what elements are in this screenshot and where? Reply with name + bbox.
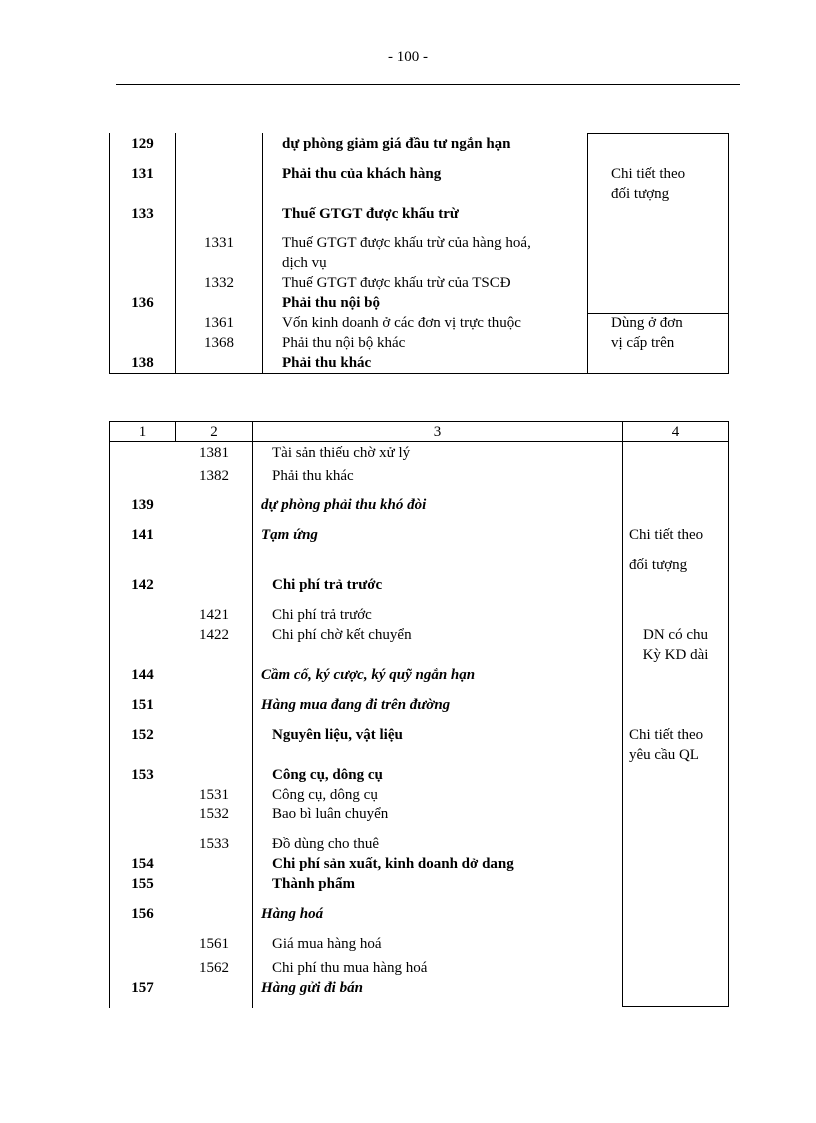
table-1-subaccount-code: 1332 xyxy=(204,275,234,291)
table-2-account-code: 141 xyxy=(131,527,154,543)
table-2-account-name: Tạm ứng xyxy=(261,527,318,543)
table-2-subaccount-code: 1532 xyxy=(199,806,229,822)
table-1-col-divider-2 xyxy=(262,133,263,374)
table-2-col-divider-3 xyxy=(622,421,623,1007)
table-2-account-name: Chi phí thu mua hàng hoá xyxy=(272,960,428,976)
table-1-account-name: Phải thu nội bộ xyxy=(282,295,380,311)
table-1-right-border xyxy=(728,133,729,374)
table-1-subaccount-code: 1361 xyxy=(204,315,234,331)
table-2-note: yêu cầu QL xyxy=(629,747,699,763)
table-1-account-name: Phải thu của khách hàng xyxy=(282,166,442,182)
table-2-subaccount-code: 1381 xyxy=(199,445,229,461)
table-2-note: Kỳ KD dài xyxy=(642,647,709,663)
table-2-account-code: 142 xyxy=(131,577,154,593)
table-2-right-border xyxy=(728,421,729,1007)
table-1-account-name: dự phòng giảm giá đầu tư ngắn hạn xyxy=(282,136,511,152)
table-2-account-name: Chi phí chờ kết chuyển xyxy=(272,627,412,643)
table-2-account-name: Nguyên liệu, vật liệu xyxy=(272,727,403,743)
table-2-subaccount-code: 1421 xyxy=(199,607,229,623)
table-2-header-col-2: 2 xyxy=(210,424,218,440)
table-2-subaccount-code: 1562 xyxy=(199,960,229,976)
table-2-account-name: Chi phí trả trước xyxy=(272,577,383,593)
table-1-account-code: 133 xyxy=(131,206,154,222)
table-2-note-bottom-border xyxy=(622,1006,729,1007)
table-2-account-code: 157 xyxy=(131,980,154,996)
table-1-subaccount-code: 1331 xyxy=(204,235,234,251)
table-1-account-code: 138 xyxy=(131,355,154,371)
table-1-account-name: Thuế GTGT được khấu trừ của TSCĐ xyxy=(282,275,511,291)
table-2-account-name: Bao bì luân chuyển xyxy=(272,806,389,822)
table-2-account-name: Công cụ, dông cụ xyxy=(272,787,378,803)
table-2-subaccount-code: 1531 xyxy=(199,787,229,803)
table-1-account-name: Thuế GTGT được khấu trừ của hàng hoá, xyxy=(282,235,531,251)
table-2-account-name: Chi phí sản xuất, kinh doanh dở dang xyxy=(272,856,514,872)
table-2-account-name: Chi phí trả trước xyxy=(272,607,372,623)
table-1-note: Chi tiết theo xyxy=(611,166,686,182)
table-2-header-col-4: 4 xyxy=(671,424,680,440)
table-2-subaccount-code: 1382 xyxy=(199,468,229,484)
table-1-account-code: 131 xyxy=(131,166,154,182)
table-1-col-divider-3 xyxy=(587,133,588,374)
table-2-header-col-1: 1 xyxy=(138,424,147,440)
table-2-header-border xyxy=(109,441,729,442)
page-number: - 100 - xyxy=(388,49,428,65)
table-2-top-border xyxy=(109,421,729,422)
table-2-account-name: Hàng hoá xyxy=(261,906,324,922)
table-2-note: Chi tiết theo xyxy=(629,727,704,743)
table-1-account-code: 136 xyxy=(131,295,154,311)
table-2-account-name: Hàng mua đang đi trên đường xyxy=(261,697,451,713)
table-1-account-code: 129 xyxy=(131,136,154,152)
table-1-note-top-border xyxy=(587,133,729,134)
table-2-account-code: 156 xyxy=(131,906,154,922)
table-2-account-name: Công cụ, dông cụ xyxy=(272,767,383,783)
table-2-account-name: Hàng gửi đi bán xyxy=(261,980,363,996)
table-1-account-name: Phải thu khác xyxy=(282,355,372,371)
table-2-account-code: 144 xyxy=(131,667,154,683)
table-2-subaccount-code: 1561 xyxy=(199,936,229,952)
table-2-account-name: Cầm cố, ký cược, ký quỹ ngắn hạn xyxy=(261,667,476,683)
table-1-account-name: Thuế GTGT được khấu trừ xyxy=(282,206,459,222)
table-2-note: Chi tiết theo xyxy=(629,527,704,543)
table-2-account-name: Phải thu khác xyxy=(272,468,354,484)
table-1-note: đối tượng xyxy=(611,186,670,202)
table-2-account-name: Đồ dùng cho thuê xyxy=(272,836,380,852)
table-2-account-code: 152 xyxy=(131,727,154,743)
table-1-note: vị cấp trên xyxy=(611,335,675,351)
table-2-subaccount-code: 1533 xyxy=(199,836,229,852)
table-2-account-code: 139 xyxy=(131,497,154,513)
table-1-account-name: Vốn kinh doanh ở các đơn vị trực thuộc xyxy=(282,315,521,331)
table-1-bottom-border xyxy=(109,373,729,374)
table-1-account-name: Phải thu nội bộ khác xyxy=(282,335,406,351)
table-2-note: DN có chu xyxy=(643,627,708,643)
table-1-subaccount-code: 1368 xyxy=(204,335,234,351)
table-2-account-code: 151 xyxy=(131,697,154,713)
table-2-account-name: Giá mua hàng hoá xyxy=(272,936,382,952)
table-1-account-name: dịch vụ xyxy=(282,255,327,271)
table-2-account-code: 153 xyxy=(131,767,154,783)
table-2-account-code: 155 xyxy=(131,876,154,892)
table-2-col-divider-2 xyxy=(252,421,253,1008)
table-2-subaccount-code: 1422 xyxy=(199,627,229,643)
table-2-account-name: dự phòng phải thu khó đòi xyxy=(261,497,427,513)
table-2-account-name: Tài sản thiếu chờ xử lý xyxy=(272,445,411,461)
header-rule xyxy=(116,84,740,85)
table-1-note: Dùng ở đơn xyxy=(611,315,683,331)
table-2-note: đối tượng xyxy=(629,557,688,573)
table-2-account-code: 154 xyxy=(131,856,154,872)
table-2-header-col-3: 3 xyxy=(433,424,442,440)
table-2-account-name: Thành phẩm xyxy=(272,876,355,892)
